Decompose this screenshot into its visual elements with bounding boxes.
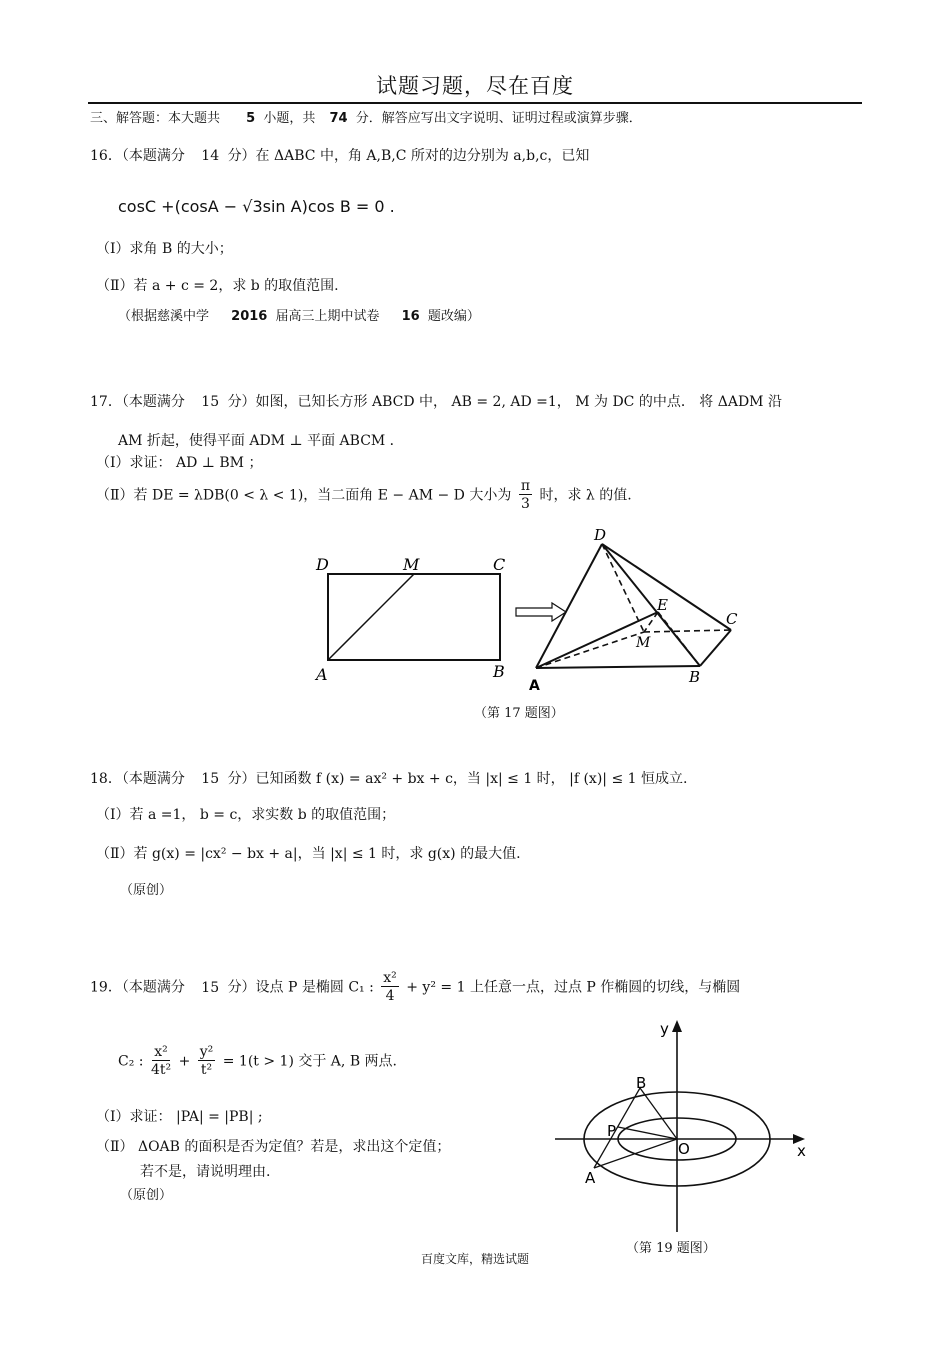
q17-fold-label-a: A (529, 678, 540, 694)
q18-source: （原创） (120, 883, 173, 898)
q19-head-b: + y² = 1 上任意一点，过点 P 作椭圆的切线，与椭圆 (406, 979, 741, 996)
q19-part2-a: （Ⅱ） ΔOAB 的面积是否为定值？若是，求出这个定值； (96, 1139, 451, 1155)
q16-formula: cosC +(cosA − √3sin A)cos B = 0 . (118, 197, 395, 216)
q17-hidden-edges (536, 544, 731, 668)
section-intro (90, 107, 642, 126)
q19-caption: （第 19 题图） (626, 1241, 716, 1256)
q16-source (118, 305, 480, 324)
q17-part1: （Ⅰ）求证： AD ⊥ BM ； (96, 455, 263, 471)
q18-score: 15 (201, 771, 220, 787)
q17-fold-label-e: E (657, 596, 668, 614)
q16-number: 16．（本题满分 (90, 148, 185, 164)
q16-head: 分）在 ΔABC 中，角 A,B,C 所对的边分别为 a,b,c，已知 (227, 148, 590, 164)
section-intro-b: 小题，共 (263, 111, 316, 126)
q17-head: 分）如图，已知长方形 ABCD 中， AB = 2, AD =1， M 为 DC 的中点． 将 ΔADM 沿 (227, 394, 782, 410)
q17-pi-num: π (520, 478, 531, 494)
q16-source-b: 届高三上期中试卷 (275, 309, 380, 324)
q19-c1-fraction (381, 970, 399, 1005)
q17-caption: （第 17 题图） (474, 706, 564, 721)
q17-number: 17．（本题满分 (90, 394, 185, 410)
q17-pi-den: 3 (520, 496, 530, 512)
q19-heading (90, 970, 740, 1005)
section-intro-c: 分．解答应写出文字说明、证明过程或演算步骤． (355, 111, 642, 126)
q17-pi-over-3 (519, 478, 532, 513)
section-intro-a: 三、解答题：本大题共 (90, 111, 221, 126)
section-count: 5 (246, 111, 256, 126)
q17-pyramid (536, 544, 731, 668)
q19-label-x: x (797, 1142, 806, 1160)
q17-part2 (96, 478, 632, 513)
q16-part1: （Ⅰ）求角 B 的大小； (96, 241, 233, 257)
q19-part1: （Ⅰ）求证： |PA| = |PB| ; (96, 1109, 263, 1125)
q19-label-y: y (660, 1020, 669, 1038)
q17-part2-a: （Ⅱ）若 DE = λDB(0 < λ < 1)，当二面角 E − AM − D 大小为 (96, 487, 512, 504)
q17-label-m: M (403, 555, 420, 574)
q17-fold-label-d: D (594, 526, 607, 544)
q19-c2-num1: x² (154, 1044, 168, 1060)
q19-c2-den2: t² (200, 1062, 213, 1078)
q19-part2-b: 若不是，请说明理由. (140, 1164, 271, 1180)
footer: 百度文库，精选试题 (420, 1252, 529, 1266)
q19-score: 15 (201, 979, 220, 996)
y-axis-arrow-icon (672, 1020, 682, 1032)
q17-figure (300, 520, 760, 700)
q19-c2-frac2 (198, 1044, 216, 1079)
q17-label-c: C (493, 555, 506, 574)
q19-label-b: B (636, 1074, 647, 1092)
q19-c2-num2: y² (199, 1044, 214, 1060)
q19-c2-a: C₂ : (118, 1053, 144, 1070)
q19-c2-line: C₂ : $\frac{\text{x²}}{\text{4t²}}$ + $\frac{\text{y²}}{\text{t²}}$ = 1(t > 1) 交于 A, B 两点. (118, 1044, 398, 1078)
arrow-icon (516, 603, 566, 621)
section-points: 74 (329, 111, 348, 126)
page-title: 试题习题，尽在百度 (376, 74, 574, 98)
q19-c2-frac1 (151, 1044, 171, 1079)
q18-number: 18．（本题满分 (90, 771, 185, 787)
q19-label-a: A (585, 1169, 596, 1187)
q18-heading (90, 768, 687, 788)
q17-line2: AM 折起，使得平面 ADM ⊥ 平面 ABCM ． (118, 433, 404, 449)
q18-part2: （Ⅱ）若 g(x) = |cx² − bx + a|，当 |x| ≤ 1 时，求 g(x) 的最大值. (96, 846, 521, 862)
q19-label-o: O (678, 1140, 690, 1158)
q19-source: （原创） (120, 1188, 173, 1203)
q17-label-d: D (316, 555, 329, 574)
q19-head-a: 分）设点 P 是椭圆 C₁ : (227, 979, 374, 996)
q16-score: 14 (201, 148, 220, 164)
q16-heading (90, 145, 589, 165)
q19-c2-b: = 1(t > 1) 交于 A, B 两点. (222, 1053, 398, 1070)
q16-part2: （Ⅱ）若 a + c = 2，求 b 的取值范围. (96, 278, 339, 294)
q17-fold-label-b: B (689, 668, 701, 686)
q19-c1-num: x² (383, 970, 397, 986)
q17-line-am (328, 574, 414, 660)
q19-c1-den: 4 (385, 988, 395, 1004)
q18-part1: （Ⅰ）若 a =1， b = c，求实数 b 的取值范围； (96, 807, 396, 823)
q17-fold-label-c: C (726, 610, 738, 628)
q16-source-year: 2016 (231, 309, 268, 324)
q19-c2-den1: 4t² (150, 1062, 172, 1078)
q17-rectangle (328, 574, 500, 660)
q17-label-a: A (316, 665, 328, 684)
q19-figure (555, 1020, 825, 1240)
q18-head: 分）已知函数 f (x) = ax² + bx + c，当 |x| ≤ 1 时， |f (x)| ≤ 1 恒成立. (227, 771, 688, 787)
q17-score: 15 (201, 394, 220, 410)
q16-source-num: 16 (401, 309, 420, 324)
q16-source-a: （根据慈溪中学 (118, 309, 210, 324)
q19-label-p: P (607, 1122, 617, 1140)
header-rule (88, 102, 862, 104)
q17-fold-label-m: M (636, 635, 651, 651)
q17-part2-b: 时，求 λ 的值. (539, 487, 632, 504)
q16-source-c: 题改编） (427, 309, 480, 324)
q17-heading (90, 391, 782, 411)
q17-label-b: B (493, 662, 505, 681)
q19-number: 19．（本题满分 (90, 979, 185, 996)
